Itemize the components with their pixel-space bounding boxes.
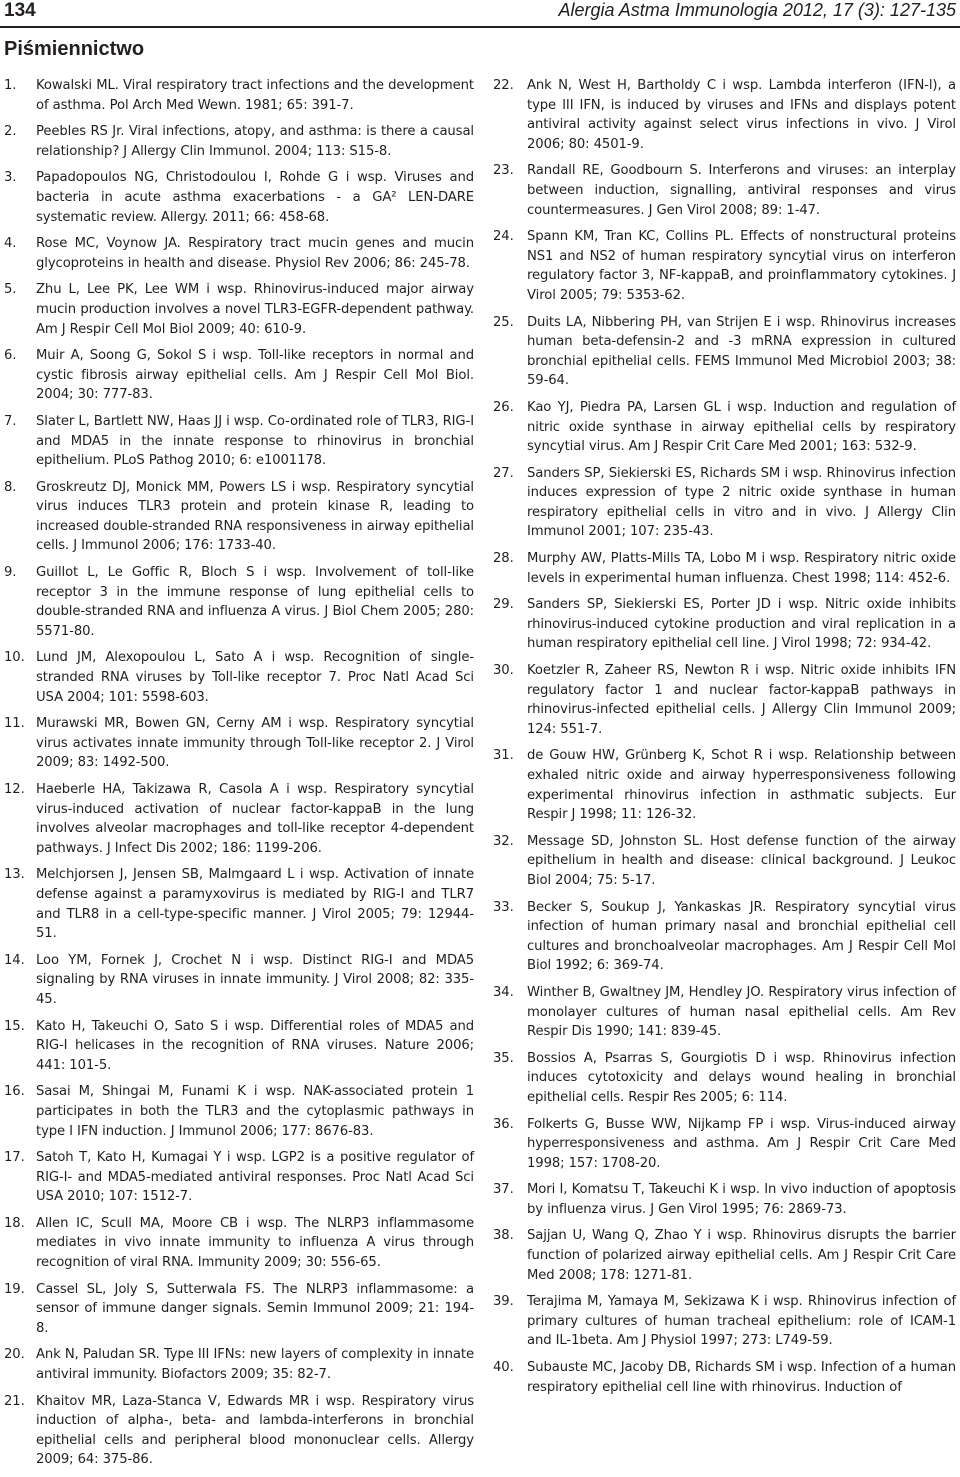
reference-number: 22. [493, 78, 514, 93]
reference-number: 34. [493, 984, 514, 1000]
reference-text: Folkerts G, Busse WW, Nijkamp FP i wsp. Virus-induced airway hyperresponsiveness and asthma. Am J Respir Crit Care Med 1998; 157: 1708-20. [527, 1116, 956, 1171]
reference-text: Guillot L, Le Goffic R, Bloch S i wsp. Involvement of toll-like receptor 3 in the immune response of lung epithelial cells to double-stranded RNA and influenza A virus. J Biol Chem 2005; 280: 5571-80. [36, 565, 474, 639]
reference-text: Slater L, Bartlett NW, Haas JJ i wsp. Co-ordinated role of TLR3, RIG-I and MDA5 in the innate response to rhinovirus in bronchial epithelium. PLoS Pathog 2010; 6: e1001178. [36, 413, 474, 469]
reference-item [4, 1082, 474, 1141]
reference-text: Mori I, Komatsu T, Takeuchi K i wsp. In vivo induction of apoptosis by influenza virus. J Gen Virol 1995; 76: 2869-73. [527, 1182, 956, 1217]
reference-text: Sajjan U, Wang Q, Zhao Y i wsp. Rhinovirus disrupts the barrier function of polarized airway epithelial cells. Am J Respir Crit Care Med 2008; 178: 1271-81. [527, 1228, 956, 1283]
reference-item [493, 161, 956, 220]
reference-item [4, 951, 474, 1010]
reference-number: 8. [4, 479, 17, 495]
reference-item [493, 464, 956, 542]
reference-number: 12. [4, 782, 25, 797]
reference-number: 33. [493, 899, 514, 915]
reference-number: 36. [493, 1116, 514, 1132]
reference-item [4, 1214, 474, 1273]
reference-item [493, 1180, 956, 1219]
reference-item [4, 1345, 474, 1384]
reference-text: Spann KM, Tran KC, Collins PL. Effects of nonstructural proteins NS1 and NS2 of human respiratory syncytial virus on interferon regulatory factor 3, NF-kappaB, and proinflammatory cytokines. J Virol 2005; 79: 5353-62. [527, 229, 956, 303]
reference-text: Murawski MR, Bowen GN, Cerny AM i wsp. Respiratory syncytial virus activates innate immunity through Toll-like receptor 2. J Virol 2009; 83: 1492-500. [36, 716, 474, 771]
reference-text: Randall RE, Goodbourn S. Interferons and viruses: an interplay between induction, signalling, antiviral responses and virus countermeasures. J Gen Virol 2008; 89: 1-47. [527, 163, 956, 218]
reference-number: 14. [4, 952, 25, 968]
reference-item [493, 227, 956, 305]
reference-number: 40. [493, 1360, 514, 1376]
reference-item [4, 76, 474, 115]
reference-item [493, 398, 956, 457]
references-right-column [493, 76, 956, 1404]
reference-text: Murphy AW, Platts-Mills TA, Lobo M i wsp. Respiratory nitric oxide levels in experimental human influenza. Chest 1998; 114: 452-6. [527, 551, 956, 586]
reference-item [493, 661, 956, 739]
reference-number: 16. [4, 1084, 25, 1100]
reference-number: 37. [493, 1182, 514, 1198]
reference-item [4, 1017, 474, 1076]
reference-number: 3. [4, 170, 17, 186]
reference-item [4, 780, 474, 858]
reference-text: Kato H, Takeuchi O, Sato S i wsp. Differential roles of MDA5 and RIG-I helicases in the recognition of RNA viruses. Nature 2006; 441: 101-5. [36, 1018, 474, 1073]
reference-number: 4. [4, 236, 17, 252]
reference-number: 29. [493, 597, 514, 613]
reference-item [493, 549, 956, 588]
reference-number: 11. [4, 716, 25, 732]
reference-text: Groskreutz DJ, Monick MM, Powers LS i wsp. Respiratory syncytial virus induces TLR3 protein and protein kinase R, leading to increased double-stranded RNA responsiveness in airway epithelial cells. J Immunol 2006; 176: 1733-40. [36, 479, 474, 554]
reference-number: 15. [4, 1018, 25, 1034]
reference-item [493, 1292, 956, 1351]
reference-item [4, 168, 474, 227]
reference-item [4, 346, 474, 405]
reference-item [4, 1392, 474, 1470]
reference-number: 32. [493, 833, 514, 849]
reference-item [4, 1148, 474, 1207]
reference-item [4, 714, 474, 773]
reference-text: Haeberle HA, Takizawa R, Casola A i wsp. Respiratory syncytial virus-induced activation of nuclear factor-kappaB in the lung involves alveolar macrophages and toll-like receptor 4-dependent pathways. J Infect Dis 2002; 186: 1199-206. [36, 782, 474, 856]
reference-text: Subauste MC, Jacoby DB, Richards SM i wsp. Infection of a human respiratory epithelial cell line with rhinovirus. Induction of [527, 1360, 956, 1395]
reference-number: 21. [4, 1393, 25, 1409]
reference-text: Kao YJ, Piedra PA, Larsen GL i wsp. Induction and regulation of nitric oxide synthase in airway epithelial cells by respiratory syncytial virus. Am J Respir Crit Care Med 2001; 163: 532-9. [527, 399, 956, 455]
reference-item [4, 234, 474, 273]
reference-number: 30. [493, 663, 514, 679]
reference-text: Sasai M, Shingai M, Funami K i wsp. NAK-associated protein 1 participates in both the TLR3 and the cytoplasmic pathways in type I IFN induction. J Immunol 2006; 177: 8676-83. [36, 1084, 474, 1139]
reference-number: 19. [4, 1281, 25, 1297]
reference-item [4, 648, 474, 707]
reference-number: 7. [4, 413, 17, 429]
reference-text: Kowalski ML. Viral respiratory tract infections and the development of asthma. Pol Arch Med Wewn. 1981; 65: 391-7. [36, 78, 474, 113]
reference-item [493, 746, 956, 824]
reference-item [4, 412, 474, 471]
reference-number: 6. [4, 348, 17, 364]
reference-number: 20. [4, 1347, 25, 1363]
reference-number: 2. [4, 124, 17, 140]
reference-text: Terajima M, Yamaya M, Sekizawa K i wsp. Rhinovirus infection of primary cultures of human tracheal epithelium: role of ICAM-1 and IL-1beta. Am J Physiol 1997; 273: L749-59. [527, 1294, 956, 1349]
reference-text: Peebles RS Jr. Viral infections, atopy, and asthma: is there a causal relationship? J Allergy Clin Immunol. 2004; 113: S15-8. [36, 124, 474, 159]
reference-item [4, 478, 474, 556]
reference-number: 9. [4, 565, 17, 581]
reference-item [4, 1280, 474, 1339]
reference-number: 28. [493, 551, 514, 567]
reference-text: Message SD, Johnston SL. Host defense function of the airway epithelium in health and disease: clinical background. J Leukoc Biol 2004; 75: 5-17. [527, 833, 956, 888]
reference-number: 27. [493, 465, 514, 481]
reference-text: Rose MC, Voynow JA. Respiratory tract mucin genes and mucin glycoproteins in health and disease. Physiol Rev 2006; 86: 245-78. [36, 236, 474, 271]
reference-item [4, 563, 474, 641]
reference-text: de Gouw HW, Grünberg K, Schot R i wsp. Relationship between exhaled nitric oxide and airway hyperresponsiveness following experimental rhinovirus infection in asthmatic subjects. Eur Respir J 1998; 11: 126-32. [527, 748, 956, 823]
reference-number: 17. [4, 1150, 25, 1166]
reference-number: 25. [493, 314, 514, 330]
reference-item [493, 832, 956, 891]
page-header [0, 0, 960, 28]
reference-text: Becker S, Soukup J, Yankaskas JR. Respiratory syncytial virus infection of human primary nasal and bronchial epithelial cell cultures and bronchoalveolar macrophages. Am J Respir Cell Mol Biol 1992; 6: 369-74. [527, 899, 956, 974]
reference-text: Ank N, West H, Bartholdy C i wsp. Lambda interferon (IFN-l), a type III IFN, is induced by viruses and IFNs and displays potent antiviral activity against select virus infections in vivo. J Virol 2006; 80: 4501-9. [527, 78, 956, 152]
reference-text: Koetzler R, Zaheer RS, Newton R i wsp. Nitric oxide inhibits IFN regulatory factor 1 and nuclear factor-kappaB pathways in rhinovirus-infected epithelial cells. J Allergy Clin Immunol 2009; 124: 551-7. [527, 663, 956, 737]
reference-item [493, 313, 956, 391]
reference-text: Papadopoulos NG, Christodoulou I, Rohde G i wsp. Viruses and bacteria in acute asthma exacerbations - a GA² LEN-DARE systematic review. Allergy. 2011; 66: 458-68. [36, 170, 474, 225]
reference-text: Melchjorsen J, Jensen SB, Malmgaard L i wsp. Activation of innate defense against a paramyxovirus is mediated by RIG-I and TLR7 and TLR8 in a cell-type-specific manner. J Virol 2005; 79: 12944-51. [36, 867, 474, 942]
reference-text: Satoh T, Kato H, Kumagai Y i wsp. LGP2 is a positive regulator of RIG-I- and MDA5-mediated antiviral responses. Proc Natl Acad Sci USA 2010; 107: 1512-7. [36, 1150, 474, 1205]
reference-item [493, 1049, 956, 1108]
reference-text: Cassel SL, Joly S, Sutterwala FS. The NLRP3 inflammasome: a sensor of immune danger signals. Semin Immunol 2009; 21: 194-8. [36, 1281, 474, 1336]
reference-text: Zhu L, Lee PK, Lee WM i wsp. Rhinovirus-induced major airway mucin production involves a novel TLR3-EGFR-dependent pathway. Am J Respir Cell Mol Biol 2009; 40: 610-9. [36, 282, 474, 337]
reference-item [493, 1115, 956, 1174]
reference-text: Khaitov MR, Laza-Stanca V, Edwards MR i wsp. Respiratory virus induction of alpha-, beta- and lambda-interferons in bronchial epithelial cells and peripheral blood mononuclear cells. Allergy 2009; 64: 375-86. [36, 1393, 474, 1468]
reference-number: 35. [493, 1050, 514, 1066]
reference-item [493, 595, 956, 654]
reference-text: Allen IC, Scull MA, Moore CB i wsp. The NLRP3 inflammasome mediates in vivo innate immunity to influenza A virus through recognition of viral RNA. Immunity 2009; 30: 556-65. [36, 1215, 474, 1271]
reference-item [4, 865, 474, 943]
reference-text: Sanders SP, Siekierski ES, Richards SM i wsp. Rhinovirus infection induces expression of type 2 nitric oxide synthase in human respiratory epithelial cells in vitro and in vivo. J Allergy Clin Immunol 2001; 107: 235-43. [527, 465, 956, 540]
reference-text: Lund JM, Alexopoulou L, Sato A i wsp. Recognition of single-stranded RNA viruses by Toll-like receptor 7. Proc Natl Acad Sci USA 2004; 101: 5598-603. [36, 650, 474, 705]
reference-text: Loo YM, Fornek J, Crochet N i wsp. Distinct RIG-I and MDA5 signaling by RNA viruses in innate immunity. J Virol 2008; 82: 335-45. [36, 952, 474, 1007]
reference-number: 5. [4, 282, 17, 298]
page-number: 134 [4, 0, 36, 21]
reference-item [4, 280, 474, 339]
journal-title: Alergia Astma Immunologia 2012, 17 (3): 127-135 [558, 0, 956, 20]
reference-number: 23. [493, 163, 514, 179]
reference-number: 39. [493, 1294, 514, 1310]
reference-text: Muir A, Soong G, Sokol S i wsp. Toll-like receptors in normal and cystic fibrosis airway epithelial cells. Am J Respir Cell Mol Biol. 2004; 30: 777-83. [36, 348, 474, 403]
reference-number: 24. [493, 229, 514, 245]
reference-text: Bossios A, Psarras S, Gourgiotis D i wsp. Rhinovirus infection induces cytotoxicity and delays wound healing in bronchial epithelial cells. Respir Res 2005; 6: 114. [527, 1050, 956, 1105]
reference-text: Sanders SP, Siekierski ES, Porter JD i wsp. Nitric oxide inhibits rhinovirus-induced cytokine production and viral replication in a human respiratory epithelial cell line. J Virol 1998; 72: 934-42. [527, 597, 956, 652]
reference-text: Ank N, Paludan SR. Type III IFNs: new layers of complexity in innate antiviral immunity. Biofactors 2009; 35: 82-7. [36, 1347, 474, 1383]
reference-text: Winther B, Gwaltney JM, Hendley JO. Respiratory virus infection of monolayer cultures of human nasal epithelial cells. Am Rev Respir Dis 1990; 141: 839-45. [527, 984, 956, 1040]
reference-item [4, 122, 474, 161]
reference-text: Duits LA, Nibbering PH, van Strijen E i wsp. Rhinovirus increases human beta-defensin-2 and -3 mRNA expression in cultured bronchial epithelial cells. FEMS Immunol Med Microbiol 2003; 38: 59-64. [527, 314, 956, 389]
reference-item [493, 898, 956, 976]
reference-item [493, 983, 956, 1042]
reference-number: 13. [4, 867, 25, 883]
section-title: Piśmiennictwo [4, 38, 145, 60]
reference-number: 26. [493, 399, 514, 415]
reference-number: 38. [493, 1228, 514, 1244]
references-left-column [4, 76, 474, 1477]
reference-number: 31. [493, 748, 514, 764]
reference-number: 18. [4, 1215, 25, 1231]
reference-item [493, 1226, 956, 1285]
reference-number: 10. [4, 650, 25, 666]
reference-number: 1. [4, 78, 17, 93]
reference-item [493, 76, 956, 154]
